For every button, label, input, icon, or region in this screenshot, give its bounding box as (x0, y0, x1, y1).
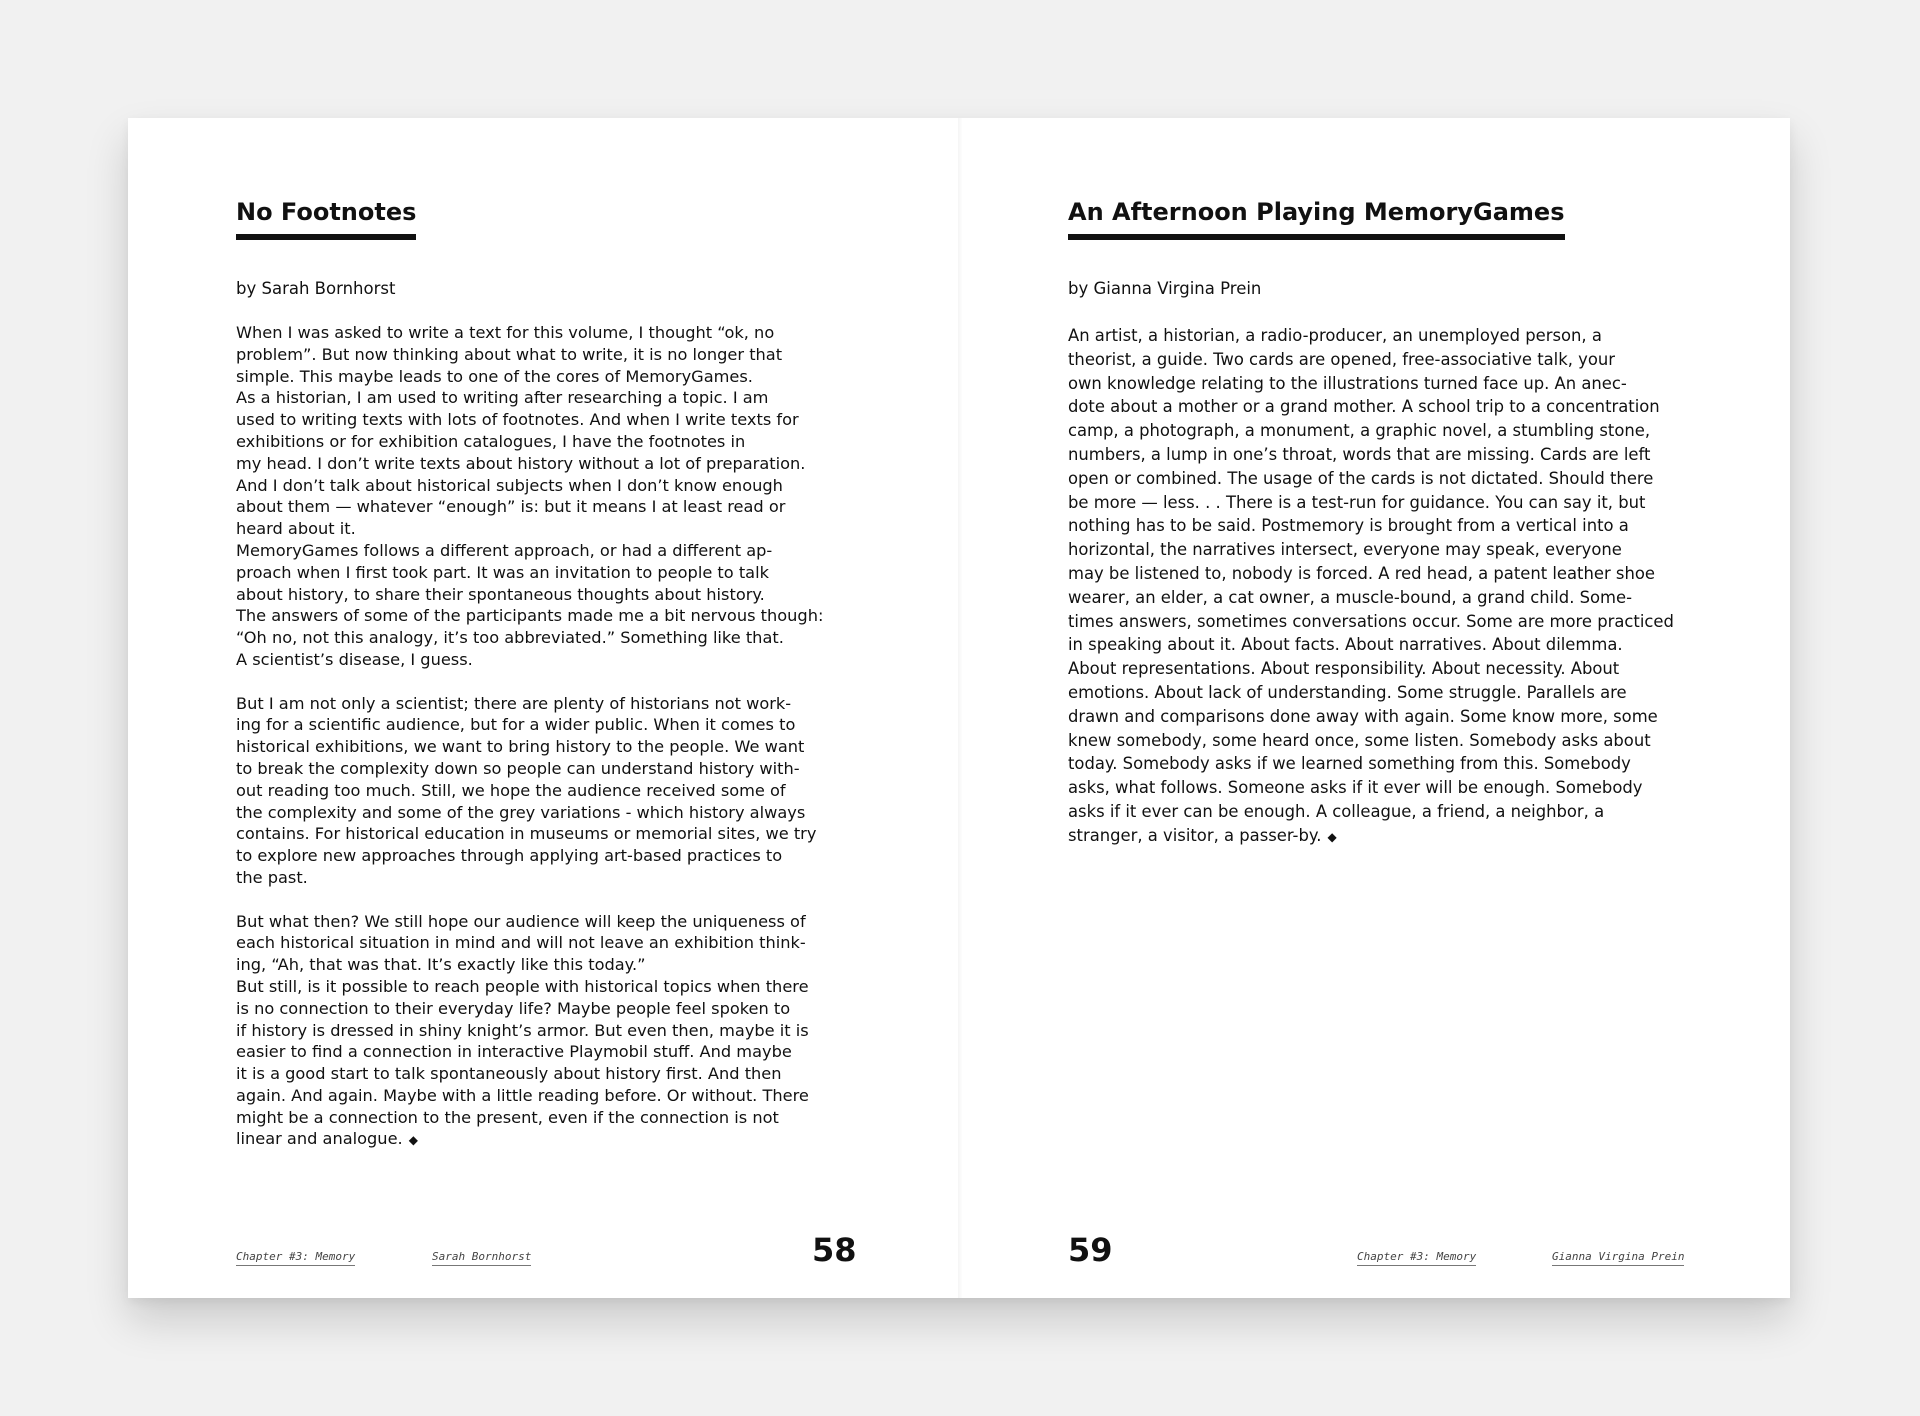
left-paragraph-2: But I am not only a scientist; there are plenty of historians not work- ing for a scientific audience, but for a wider public. When it comes to historical exhibitions, we want to bring history to the people. We want to break the complexity down so people can understand history with- out reading too much. Still, we hope the audience received some of the complexity and some of the grey variations - which history always contains. For historical education in museums or memorial sites, we try to explore new approaches through applying art-based practices to the past. (236, 693, 817, 887)
left-running-chapter: Chapter #3: Memory (236, 1250, 355, 1266)
right-page (1068, 118, 1693, 1298)
right-paragraph-1-text: An artist, a historian, a radio-producer, an unemployed person, a theorist, a guide. Two cards are opened, free-associative talk, your own knowledge relating to the illustrations turned face up. An anec- dote about a mother or a grand mother. A school trip to a concentration camp, a photograph, a monument, a graphic novel, a stumbling stone, numbers, a lump in one’s throat, words that are missing. Cards are left open or combined. The usage of the cards is not dictated. Should there be more — less. . . There is a test-run for guidance. You can say it, but nothing has to be said. Postmemory is brought from a vertical into a horizontal, the narratives intersect, everyone may speak, everyone may be listened to, nobody is forced. A red head, a patent leather shoe wearer, an elder, a cat owner, a muscle-bound, a grand child. Some- times answers, sometimes conversations occur. Some are more practiced in speaking about it. About facts. About narratives. About dilemma. About representations. About responsibility. About necessity. About emotions. About lack of understanding. Some struggle. Parallels are drawn and comparisons done away with again. Some know more, some knew somebody, some heard once, some listen. Somebody asks about today. Somebody asks if we learned something from this. Somebody asks, what follows. Someone asks if it ever will be enough. Somebody asks if it ever can be enough. A colleague, a friend, a neighbor, a stranger, a visitor, a passer-by. (1068, 326, 1674, 845)
right-paragraph-1 (1068, 324, 1693, 850)
left-running-author: Sarah Bornhorst (432, 1250, 531, 1266)
left-page-title: No Footnotes (236, 196, 416, 240)
right-page-number: 59 (1068, 1231, 1113, 1269)
end-mark-icon: ◆ (1327, 829, 1337, 844)
left-paragraph-3 (236, 911, 856, 1153)
right-page-title: An Afternoon Playing MemoryGames (1068, 196, 1565, 240)
left-paragraph-3-text: But what then? We still hope our audience will keep the uniqueness of each historical situation in mind and will not leave an exhibition think- ing, “Ah, that was that. It’s exactly like this today.” But still, is it possible to reach people with historical topics when there is no connection to their everyday life? Maybe people feel spoken to if history is dressed in shiny knight’s armor. But even then, maybe it is easier to find a connection in interactive Playmobil stuff. And maybe it is a good start to talk spontaneously about history first. And then again. And again. Maybe with a little reading before. Or without. There might be a connection to the present, even if the connection is not linear and analogue. (236, 911, 809, 1149)
left-page-footer (236, 1231, 857, 1280)
right-running-author: Gianna Virgina Prein (1552, 1250, 1684, 1266)
right-page-byline: by Gianna Virgina Prein (1068, 279, 1262, 298)
book-gutter (958, 118, 962, 1298)
book-spread (128, 118, 1790, 1298)
right-page-footer (1068, 1231, 1693, 1280)
end-mark-icon: ◆ (408, 1133, 418, 1148)
left-paragraph-1: When I was asked to write a text for this volume, I thought “ok, no problem”. But now thinking about what to write, it is no longer that simple. This maybe leads to one of the cores of MemoryGames. As a historian, I am used to writing after researching a topic. I am used to writing texts with lots of footnotes. And when I write texts for exhibitions or for exhibition catalogues, I have the footnotes in my head. I don’t write texts about history without a lot of preparation. And I don’t talk about historical subjects when I don’t know enough about them — whatever “enough” is: but it means I at least read or heard about it. MemoryGames follows a different approach, or had a different ap- proach when I first took part. It was an invitation to people to talk about history, to share their spontaneous thoughts about history. The answers of some of the participants made me a bit nervous though: “Oh no, not this analogy, it’s too abbreviated.” Something like that. A scientist’s disease, I guess. (236, 323, 824, 669)
left-page-body (236, 322, 856, 1152)
left-page-number: 58 (812, 1231, 857, 1269)
left-page-byline: by Sarah Bornhorst (236, 279, 396, 298)
right-page-body (1068, 324, 1693, 850)
right-running-chapter: Chapter #3: Memory (1357, 1250, 1476, 1266)
left-page (236, 118, 856, 1298)
